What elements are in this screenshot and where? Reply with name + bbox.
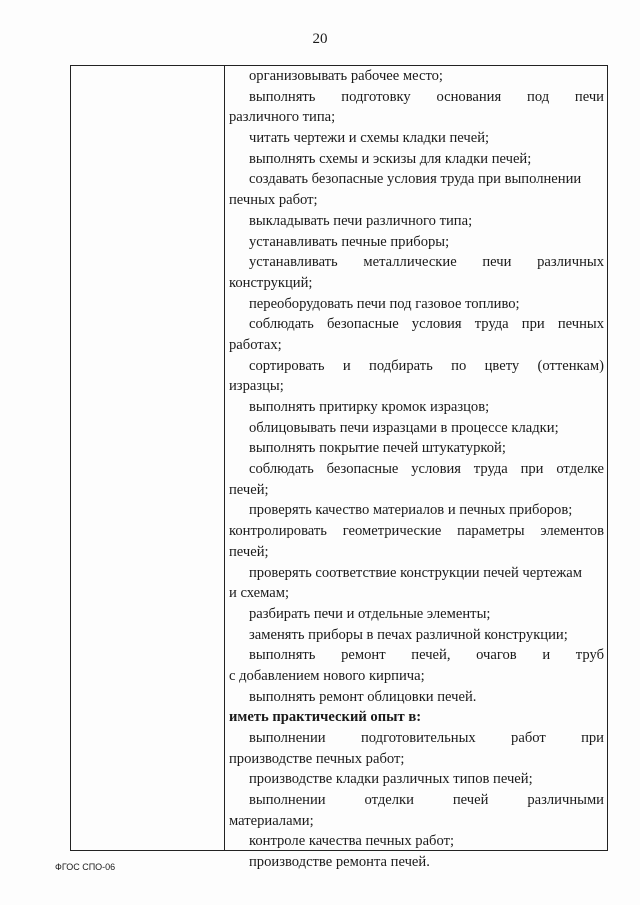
text-line: конструкций; — [229, 274, 313, 291]
text-line: контроле качества печных работ; — [249, 833, 455, 850]
text-line: различного типа; — [229, 109, 336, 126]
text-line: сортировать и подбирать по цвету (оттенкам) — [249, 357, 604, 374]
text-line: печей; — [229, 481, 269, 498]
text-line: работах; — [229, 336, 282, 353]
text-line: выполнять схемы и эскизы для кладки печей; — [249, 150, 532, 167]
page-number: 20 — [312, 31, 328, 47]
text-line: создавать безопасные условия труда при выполнении — [249, 171, 582, 188]
text-line: производстве печных работ; — [229, 750, 405, 767]
text-line: выполнять ремонт облицовки печей. — [249, 688, 477, 705]
text-line: контролировать геометрические параметры элементов — [229, 523, 604, 540]
text-line: выполнении подготовительных работ при — [249, 730, 604, 746]
text-line: разбирать печи и отдельные элементы; — [249, 605, 491, 622]
text-line: устанавливать печные приборы; — [249, 233, 450, 250]
text-line: печных работ; — [229, 192, 318, 209]
text-line: материалами; — [229, 812, 314, 829]
text-line: проверять соответствие конструкции печей чертежам — [249, 564, 582, 581]
text-line: переоборудовать печи под газовое топливо; — [249, 295, 520, 312]
text-line: устанавливать металлические печи различных — [249, 254, 604, 271]
text-line: выполнять подготовку основания под печи — [249, 88, 604, 105]
text-line: заменять приборы в печах различной конструкции; — [249, 626, 568, 643]
text-line: выкладывать печи различного типа; — [249, 212, 473, 229]
text-line: организовывать рабочее место; — [249, 68, 443, 84]
text-line: и схемам; — [229, 585, 290, 602]
text-line: выполнять притирку кромок изразцов; — [249, 399, 490, 415]
text-line: выполнять ремонт печей, очагов и труб — [249, 647, 604, 664]
text-line: выполнении отделки печей различными — [249, 792, 604, 809]
text-line: производстве кладки различных типов печей; — [249, 771, 533, 788]
text-line: облицовывать печи изразцами в процессе кладки; — [249, 419, 559, 436]
section-heading: иметь практический опыт в: — [229, 709, 422, 726]
document-code: ФГОС СПО-06 — [55, 862, 116, 872]
text-line: выполнять покрытие печей штукатуркой; — [249, 440, 506, 457]
text-line: производстве ремонта печей. — [249, 854, 430, 871]
table-right-cell — [224, 66, 607, 871]
text-line: изразцы; — [229, 378, 284, 395]
text-line: читать чертежи и схемы кладки печей; — [249, 130, 490, 147]
text-line: соблюдать безопасные условия труда при отделке — [249, 461, 604, 478]
text-line: с добавлением нового кирпича; — [229, 667, 425, 684]
table-left-cell — [71, 66, 225, 850]
text-line: печей; — [229, 543, 269, 560]
text-line: соблюдать безопасные условия труда при печных — [249, 316, 604, 333]
text-line: проверять качество материалов и печных приборов; — [249, 502, 573, 519]
